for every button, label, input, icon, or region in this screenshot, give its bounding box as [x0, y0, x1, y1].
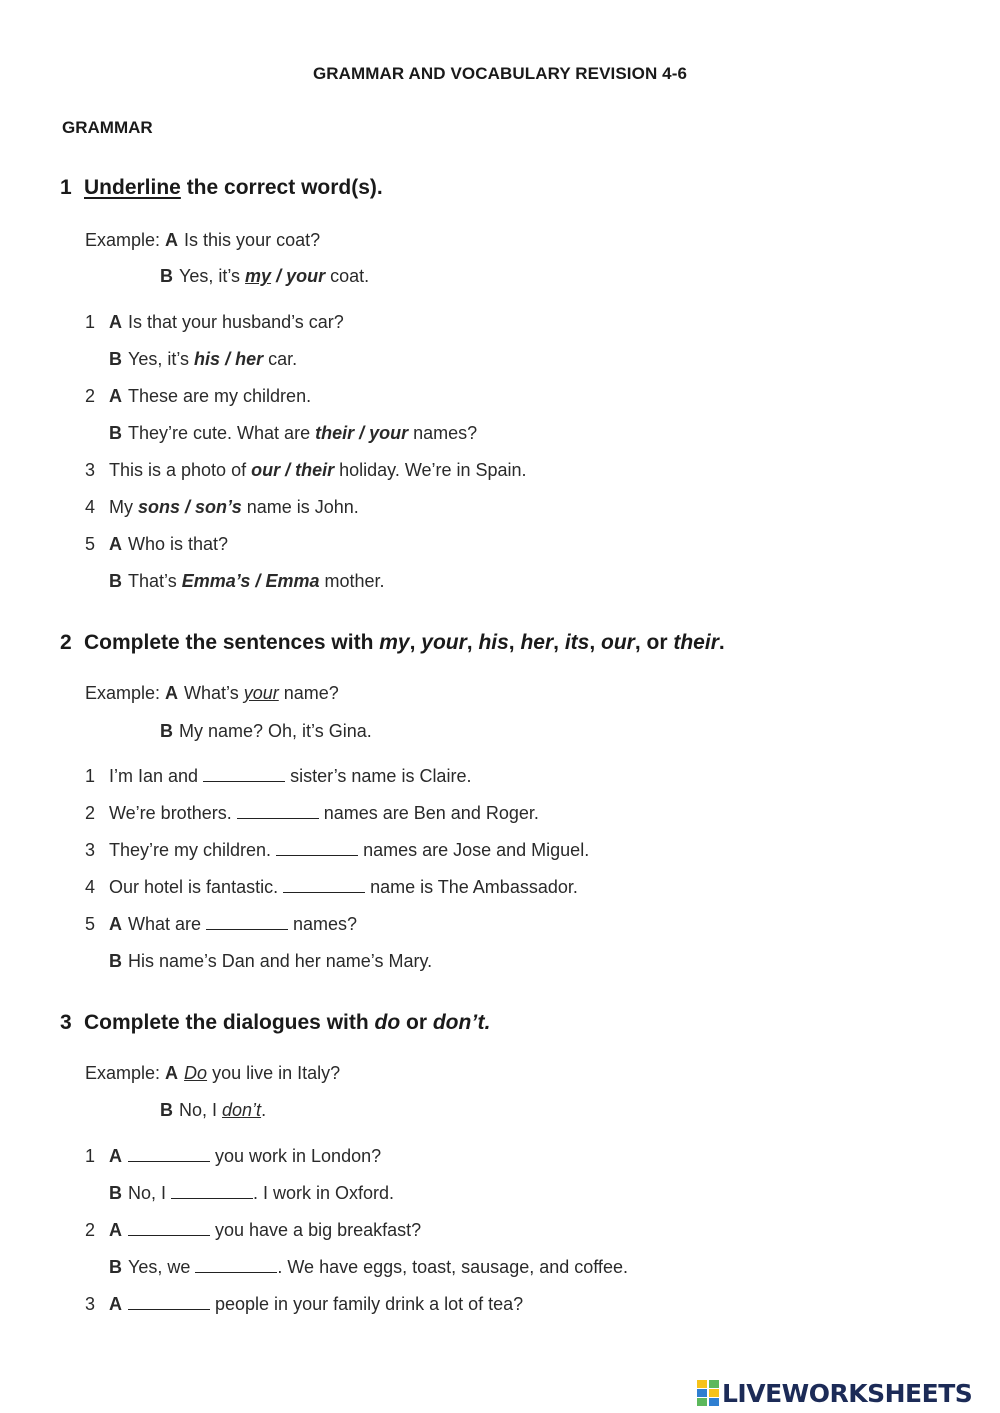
item-pre: What are — [128, 914, 207, 934]
ex1-item-2b — [109, 423, 477, 444]
heading-sep: or — [400, 1011, 433, 1034]
item-pre: This is a photo of — [109, 460, 252, 480]
item-post: . I work in Oxford. — [253, 1183, 395, 1203]
example-post: name? — [278, 683, 339, 703]
answer-blank[interactable] — [276, 841, 358, 856]
heading-sep: , or — [634, 631, 674, 654]
choice-option-2[interactable]: their — [295, 460, 335, 480]
heading-word: our — [601, 631, 635, 654]
ex3-item-2a — [85, 1220, 421, 1241]
ex2-item-4 — [85, 877, 578, 898]
liveworksheets-logo-icon — [697, 1380, 719, 1406]
choice-option-1[interactable]: his — [194, 349, 221, 369]
speaker-b: B — [109, 951, 122, 971]
ex1-item-1b — [109, 349, 297, 370]
item-post: you work in London? — [210, 1146, 382, 1166]
example-line-a — [85, 230, 320, 251]
example-line-a — [85, 683, 339, 704]
item-number: 3 — [85, 840, 96, 860]
item-pre: No, I — [128, 1183, 172, 1203]
ex3-item-1a — [85, 1146, 381, 1167]
example-text: Is this your coat? — [184, 230, 321, 250]
item-number: 2 — [85, 386, 96, 406]
option-separator: / — [354, 423, 370, 443]
option-separator: / — [250, 571, 266, 591]
speaker-a: A — [109, 312, 122, 332]
heading-sep: , — [466, 631, 479, 654]
heading-word: its — [564, 631, 590, 654]
heading-sep: , — [508, 631, 521, 654]
example-text: My name? Oh, it’s Gina. — [179, 721, 372, 741]
speaker-a: A — [165, 683, 179, 703]
choice-option-2[interactable]: son’s — [195, 497, 242, 517]
item-number: 4 — [85, 877, 96, 897]
page-title: GRAMMAR AND VOCABULARY REVISION 4-6 — [312, 64, 688, 83]
item-number: 3 — [85, 1294, 96, 1314]
exercise-number: 3 — [60, 1011, 72, 1034]
option-separator: / — [220, 349, 236, 369]
speaker-a: A — [109, 1146, 122, 1166]
exercise-1-heading — [60, 176, 383, 200]
speaker-a: A — [109, 534, 122, 554]
example-label: Example: — [85, 1063, 166, 1083]
item-pre: I’m Ian and — [109, 766, 204, 786]
example-label: Example: — [85, 683, 166, 703]
speaker-a: A — [165, 1063, 179, 1083]
ex2-item-1 — [85, 766, 471, 787]
example-line-b — [160, 721, 372, 742]
option-2: your — [286, 266, 326, 286]
ex1-item-2a — [85, 386, 311, 407]
ex3-item-2b — [109, 1257, 628, 1278]
heading-sep: , — [589, 631, 602, 654]
ex1-item-3 — [85, 460, 527, 481]
ex1-item-5a — [85, 534, 228, 555]
speaker-a: A — [109, 914, 122, 934]
choice-option-1[interactable]: our — [251, 460, 281, 480]
item-post: car. — [263, 349, 298, 369]
item-pre: We’re brothers. — [109, 803, 237, 823]
item-pre: They’re my children. — [109, 840, 277, 860]
item-pre: Yes, it’s — [128, 349, 195, 369]
answer-blank[interactable] — [206, 915, 288, 930]
example-pre: What’s — [184, 683, 244, 703]
item-post: . We have eggs, toast, sausage, and coffee. — [277, 1257, 628, 1277]
item-post: names? — [408, 423, 478, 443]
heading-text: Complete the sentences with — [84, 631, 380, 654]
answer-blank[interactable] — [128, 1221, 210, 1236]
exercise-2-heading — [60, 631, 725, 655]
item-number: 4 — [85, 497, 96, 517]
item-number: 1 — [85, 1146, 96, 1166]
heading-sep: , — [409, 631, 422, 654]
exercise-number: 1 — [60, 176, 72, 199]
speaker-b: B — [109, 571, 122, 591]
item-post: people in your family drink a lot of tea? — [210, 1294, 524, 1314]
ex2-item-3 — [85, 840, 589, 861]
speaker-b: B — [109, 349, 122, 369]
example-pre: Yes, it’s — [179, 266, 246, 286]
ex1-item-1a — [85, 312, 344, 333]
option-separator: / — [280, 460, 296, 480]
speaker-b: B — [109, 423, 122, 443]
example-answer: Do — [184, 1063, 208, 1083]
answer-blank[interactable] — [283, 878, 365, 893]
item-number: 2 — [85, 1220, 96, 1240]
heading-text: Complete the dialogues with — [84, 1011, 375, 1034]
section-label-grammar: GRAMMAR — [62, 118, 153, 137]
heading-word: their — [673, 631, 719, 654]
answer-blank[interactable] — [203, 767, 285, 782]
example-post: coat. — [325, 266, 370, 286]
item-pre: They’re cute. What are — [128, 423, 316, 443]
item-post: name is John. — [241, 497, 359, 517]
liveworksheets-logo[interactable] — [697, 1378, 972, 1408]
item-post: holiday. We’re in Spain. — [334, 460, 527, 480]
answer-blank[interactable] — [171, 1184, 253, 1199]
ex2-item-5b — [109, 951, 432, 972]
answer-blank[interactable] — [195, 1258, 277, 1273]
heading-word: don’t — [432, 1011, 485, 1034]
ex3-item-1b — [109, 1183, 394, 1204]
heading-word: my — [379, 631, 410, 654]
item-number: 2 — [85, 803, 96, 823]
heading-underlined-word: Underline — [84, 176, 181, 199]
example-line-a — [85, 1063, 340, 1084]
logo-text: LIVEWORKSHEETS — [722, 1378, 973, 1408]
speaker-b: B — [109, 1183, 122, 1203]
item-number: 3 — [85, 460, 96, 480]
item-post: name is The Ambassador. — [365, 877, 578, 897]
exercise-number: 2 — [60, 631, 72, 654]
ex3-item-3a — [85, 1294, 523, 1315]
speaker-b: B — [109, 1257, 122, 1277]
item-post: sister’s name is Claire. — [285, 766, 472, 786]
speaker-a: A — [109, 1294, 122, 1314]
choice-option-2[interactable]: Emma — [265, 571, 320, 591]
ex2-item-5a — [85, 914, 357, 935]
item-pre: My — [109, 497, 138, 517]
exercise-3-heading — [60, 1011, 490, 1035]
heading-word: his — [478, 631, 509, 654]
choice-option-1[interactable]: sons — [138, 497, 181, 517]
example-pre: No, I — [179, 1100, 223, 1120]
item-text: These are my children. — [128, 386, 312, 406]
heading-sep: , — [553, 631, 565, 654]
item-pre: Our hotel is fantastic. — [109, 877, 284, 897]
heading-word: your — [421, 631, 467, 654]
item-number: 1 — [85, 312, 96, 332]
item-text: Who is that? — [128, 534, 229, 554]
choice-option-1[interactable]: Emma’s — [181, 571, 251, 591]
item-text: Is that your husband’s car? — [128, 312, 344, 332]
example-answer: your — [243, 683, 279, 703]
example-line-b — [160, 266, 369, 287]
example-post: you live in Italy? — [207, 1063, 341, 1083]
option-separator: / — [180, 497, 196, 517]
item-number: 1 — [85, 766, 96, 786]
item-post: mother. — [319, 571, 385, 591]
example-label: Example: — [85, 230, 166, 250]
speaker-b: B — [160, 721, 173, 741]
speaker-b: B — [160, 266, 173, 286]
item-post: you have a big breakfast? — [210, 1220, 422, 1240]
ex1-item-4 — [85, 497, 359, 518]
heading-end: . — [718, 631, 725, 654]
speaker-a: A — [109, 1220, 122, 1240]
heading-word: her — [520, 631, 554, 654]
example-post: . — [261, 1100, 267, 1120]
item-pre: That’s — [128, 571, 182, 591]
item-post: names are Ben and Roger. — [318, 803, 539, 823]
item-number: 5 — [85, 534, 96, 554]
option-separator: / — [271, 266, 287, 286]
example-line-b — [160, 1100, 266, 1121]
speaker-a: A — [109, 386, 122, 406]
item-number: 5 — [85, 914, 96, 934]
ex2-item-2 — [85, 803, 539, 824]
answer-blank[interactable] — [237, 804, 319, 819]
item-post: names? — [288, 914, 358, 934]
heading-word: do — [374, 1011, 401, 1034]
choice-option-2[interactable]: her — [235, 349, 264, 369]
item-pre: Yes, we — [128, 1257, 196, 1277]
item-text: His name’s Dan and her name’s Mary. — [128, 951, 433, 971]
speaker-a: A — [165, 230, 179, 250]
item-post: names are Jose and Miguel. — [358, 840, 590, 860]
example-answer: don’t — [222, 1100, 262, 1120]
heading-end: . — [484, 1011, 491, 1034]
ex1-item-5b — [109, 571, 385, 592]
choice-option-1[interactable]: their — [315, 423, 355, 443]
answer-blank[interactable] — [128, 1295, 210, 1310]
option-1-underlined: my — [245, 266, 272, 286]
answer-blank[interactable] — [128, 1147, 210, 1162]
speaker-b: B — [160, 1100, 173, 1120]
choice-option-2[interactable]: your — [369, 423, 409, 443]
heading-text: the correct word(s). — [180, 176, 383, 199]
